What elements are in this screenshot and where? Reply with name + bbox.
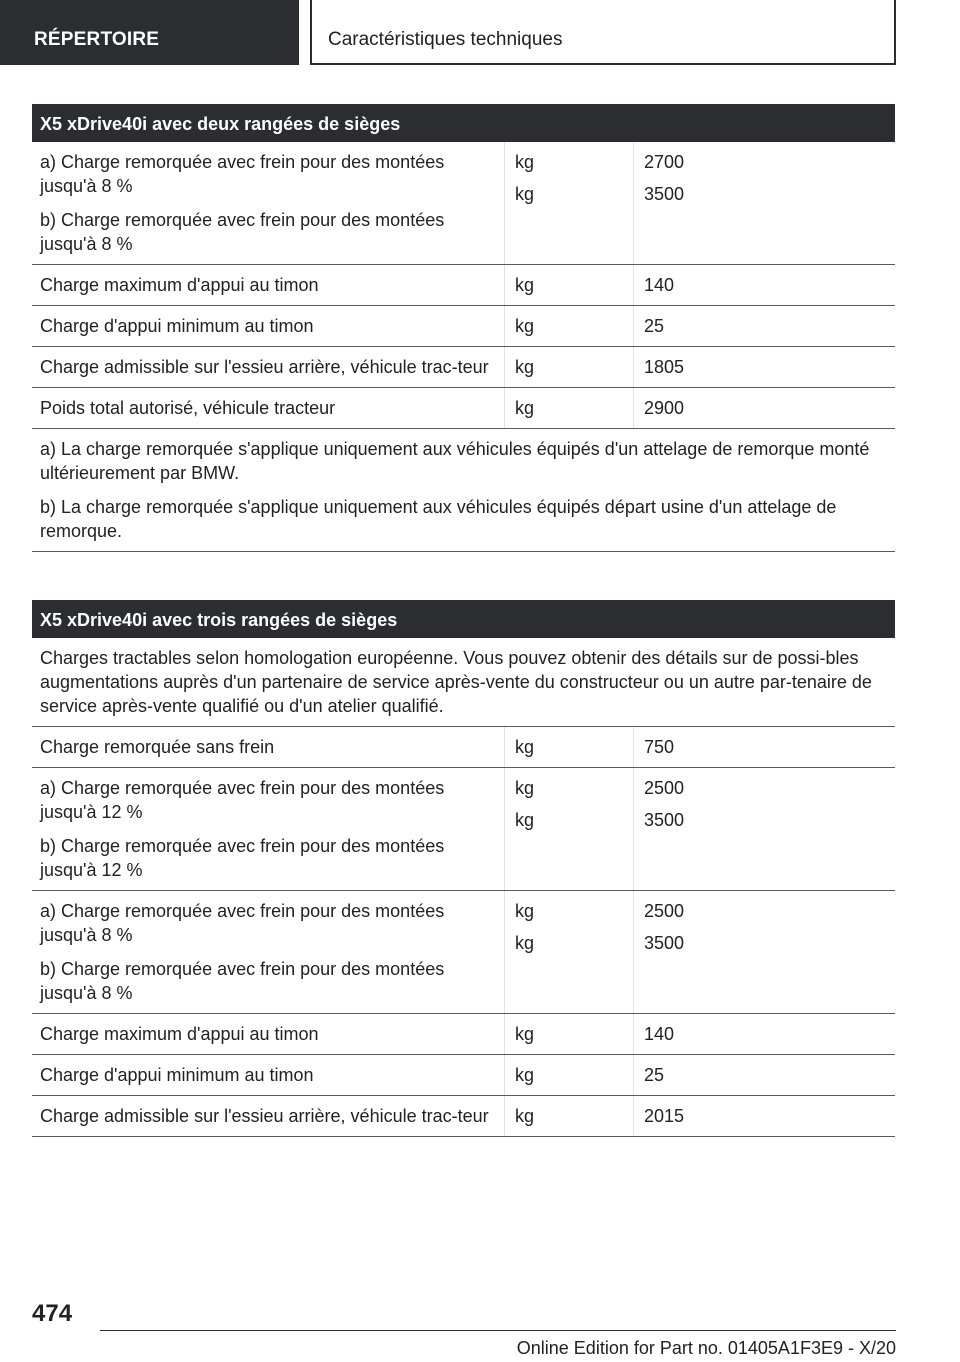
table-row [32, 306, 895, 347]
row-label: Charge maximum d'appui au timon [32, 265, 505, 305]
row-unit: kg [505, 727, 634, 767]
notes-cell [32, 429, 895, 551]
row-value: 2015 [644, 1106, 685, 1126]
table-row [32, 347, 895, 388]
row-label: Charge remorquée sans frein [32, 727, 505, 767]
row-unit: kg [505, 265, 634, 305]
row-unit [505, 768, 634, 890]
table-title: X5 xDrive40i avec trois rangées de sièges [32, 600, 895, 638]
table-row [32, 891, 895, 1014]
section-label: RÉPERTOIRE [34, 29, 160, 50]
row-label [32, 768, 505, 890]
row-unit-b: kg [515, 810, 535, 830]
row-label-a: a) Charge remorquée avec frein pour des montées jusqu'à 8 % [40, 152, 445, 196]
table-row [32, 388, 895, 429]
row-unit: kg [505, 306, 634, 346]
table-row [32, 727, 895, 768]
row-value: 140 [644, 1024, 675, 1044]
row-unit [505, 891, 634, 1013]
row-label: Poids total autorisé, véhicule tracteur [32, 388, 505, 428]
row-unit: kg [505, 1096, 634, 1136]
row-unit-b: kg [515, 933, 535, 953]
row-unit: kg [505, 347, 634, 387]
table-intro [32, 638, 895, 727]
row-value: 750 [644, 737, 675, 757]
row-label: Charge admissible sur l'essieu arrière, véhicule trac-teur [32, 1096, 505, 1136]
row-unit-a: kg [515, 901, 535, 921]
row-unit [505, 142, 634, 264]
row-label: Charge d'appui minimum au timon [32, 306, 505, 346]
row-value-a: 2500 [644, 778, 685, 798]
row-unit-b: kg [515, 184, 535, 204]
chapter-header [310, 0, 896, 65]
row-label [32, 142, 505, 264]
section-tab [0, 0, 299, 65]
row-value-b: 3500 [644, 184, 685, 204]
table-row [32, 1014, 895, 1055]
row-unit: kg [505, 388, 634, 428]
chapter-title: Caractéristiques techniques [328, 29, 563, 50]
row-unit: kg [505, 1014, 634, 1054]
row-unit: kg [505, 1055, 634, 1095]
footer-divider [100, 1330, 896, 1331]
row-value-a: 2700 [644, 152, 685, 172]
row-unit-a: kg [515, 778, 535, 798]
row-value-b: 3500 [644, 810, 685, 830]
row-unit-a: kg [515, 152, 535, 172]
row-value-b: 3500 [644, 933, 685, 953]
table-row [32, 265, 895, 306]
row-value [634, 768, 895, 890]
table-row [32, 142, 895, 265]
row-label [32, 891, 505, 1013]
table-row [32, 1055, 895, 1096]
row-label-b: b) Charge remorquée avec frein pour des montées jusqu'à 12 % [40, 836, 445, 880]
row-value: 140 [644, 275, 675, 295]
page-number: 474 [32, 1300, 73, 1327]
row-label-a: a) Charge remorquée avec frein pour des montées jusqu'à 8 % [40, 901, 445, 945]
table-three-rows-seats [32, 600, 895, 1137]
row-value: 25 [644, 316, 665, 336]
row-label-a: a) Charge remorquée avec frein pour des montées jusqu'à 12 % [40, 778, 445, 822]
row-value: 1805 [644, 357, 685, 377]
table-notes [32, 429, 895, 552]
row-value-a: 2500 [644, 901, 685, 921]
row-label-b: b) Charge remorquée avec frein pour des montées jusqu'à 8 % [40, 959, 445, 1003]
table-two-rows-seats [32, 104, 895, 552]
intro-text: Charges tractables selon homologation européenne. Vous pouvez obtenir des détails sur de possi-bles augmentations auprès d'un partenaire de service après-vente du constructeur ou un autre par-tenaire de service après-vente qualifié ou d'un atelier qualifié. [40, 648, 872, 716]
edition-note: Online Edition for Part no. 01405A1F3E9 - X/20 [516, 1338, 896, 1358]
note-b: b) La charge remorquée s'applique uniquement aux véhicules équipés départ usine d'un attelage de remorque. [40, 497, 837, 541]
row-label: Charge admissible sur l'essieu arrière, véhicule trac-teur [32, 347, 505, 387]
table-row [32, 768, 895, 891]
table-row [32, 1096, 895, 1137]
row-label: Charge maximum d'appui au timon [32, 1014, 505, 1054]
row-value [634, 142, 895, 264]
row-value: 2900 [644, 398, 685, 418]
table-title: X5 xDrive40i avec deux rangées de sièges [32, 104, 895, 142]
row-label-b: b) Charge remorquée avec frein pour des montées jusqu'à 8 % [40, 210, 445, 254]
note-a: a) La charge remorquée s'applique uniquement aux véhicules équipés d'un attelage de remorque monté ultérieurement par BMW. [40, 439, 870, 483]
row-value: 25 [644, 1065, 665, 1085]
row-label: Charge d'appui minimum au timon [32, 1055, 505, 1095]
row-value [634, 891, 895, 1013]
